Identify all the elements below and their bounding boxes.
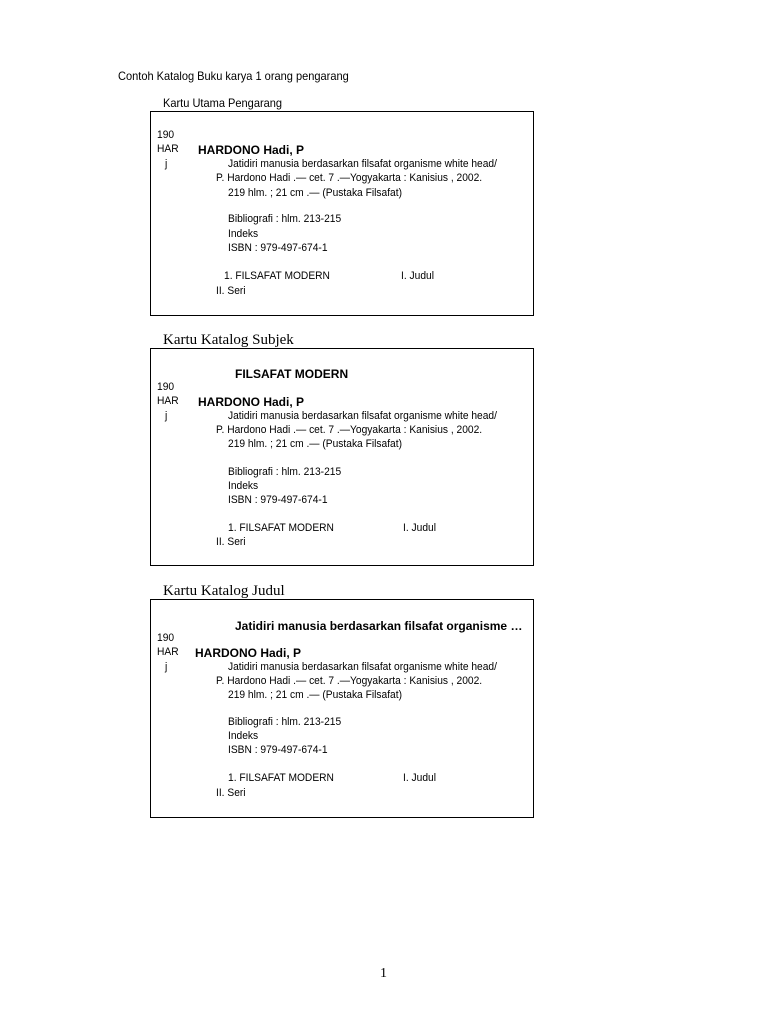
call-number-class: 190 [157,129,175,141]
catalog-card-subject [150,348,534,566]
tracing-series: II. Seri [216,787,246,799]
call-number-class: 190 [157,381,175,393]
author-entry: HARDONO Hadi, P [195,646,302,660]
subject-heading: FILSAFAT MODERN [235,367,349,381]
card-caption-subject: Kartu Katalog Subjek [163,332,294,348]
catalog-card-author [150,111,534,316]
tracing-title: I. Judul [403,772,436,784]
catalog-card-title [150,599,534,818]
publication-line: P. Hardono Hadi .— cet. 7 .—Yogyakarta : Kanisius , 2002. [216,675,483,687]
call-number-title: j [165,410,168,422]
physical-description: 219 hlm. ; 21 cm .— (Pustaka Filsafat) [228,438,402,450]
title-line: Jatidiri manusia berdasarkan filsafat organisme white head/ [228,661,497,673]
note-bibliography: Bibliografi : hlm. 213-215 [228,213,342,225]
note-isbn: ISBN : 979-497-674-1 [228,242,328,254]
title-line: Jatidiri manusia berdasarkan filsafat organisme white head/ [228,410,497,422]
publication-line: P. Hardono Hadi .— cet. 7 .—Yogyakarta : Kanisius , 2002. [216,424,483,436]
note-bibliography: Bibliografi : hlm. 213-215 [228,716,342,728]
tracing-subject: 1. FILSAFAT MODERN [224,270,330,282]
note-isbn: ISBN : 979-497-674-1 [228,744,328,756]
call-number-author: HAR [157,646,179,658]
title-heading: Jatidiri manusia berdasarkan filsafat organisme … [235,619,523,633]
note-isbn: ISBN : 979-497-674-1 [228,494,328,506]
tracing-series: II. Seri [216,536,246,548]
call-number-author: HAR [157,143,179,155]
author-entry: HARDONO Hadi, P [198,395,305,409]
card-caption-title: Kartu Katalog Judul [163,583,285,599]
card-caption-author: Kartu Utama Pengarang [163,96,283,110]
note-index: Indeks [228,480,259,492]
call-number-class: 190 [157,632,175,644]
title-line: Jatidiri manusia berdasarkan filsafat organisme white head/ [228,158,497,170]
publication-line: P. Hardono Hadi .— cet. 7 .—Yogyakarta : Kanisius , 2002. [216,172,483,184]
physical-description: 219 hlm. ; 21 cm .— (Pustaka Filsafat) [228,187,402,199]
page-number: 1 [380,966,387,981]
tracing-subject: 1. FILSAFAT MODERN [228,522,334,534]
intro-text: Contoh Katalog Buku karya 1 orang pengarang [118,69,349,83]
author-entry: HARDONO Hadi, P [198,143,305,157]
call-number-title: j [165,661,168,673]
tracing-series: II. Seri [216,285,246,297]
physical-description: 219 hlm. ; 21 cm .— (Pustaka Filsafat) [228,689,402,701]
tracing-subject: 1. FILSAFAT MODERN [228,772,334,784]
note-bibliography: Bibliografi : hlm. 213-215 [228,466,342,478]
tracing-title: I. Judul [403,522,436,534]
note-index: Indeks [228,730,259,742]
call-number-author: HAR [157,395,179,407]
call-number-title: j [165,158,168,170]
tracing-title: I. Judul [401,270,434,282]
note-index: Indeks [228,228,259,240]
